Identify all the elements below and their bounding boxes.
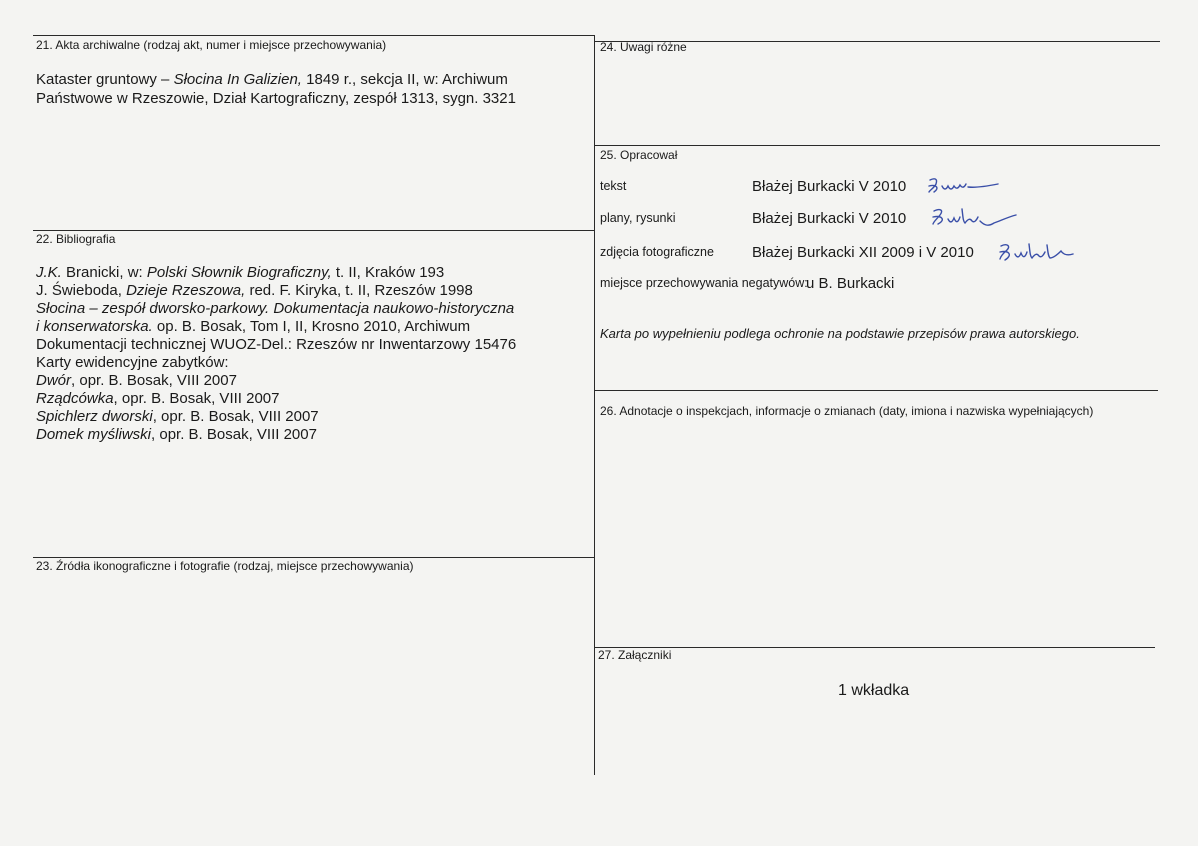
- section-21-title: 21. Akta archiwalne (rodzaj akt, numer i miejsce przechowywania): [36, 38, 387, 52]
- copyright-note: Karta po wypełnieniu podlega ochronie na podstawie przepisów prawa autorskiego.: [600, 326, 1080, 341]
- bibliography-line-2: [36, 282, 473, 300]
- bib-text: red. F. Kiryka, t. II, Rzeszów 1998: [245, 282, 473, 299]
- row-value-photos: Błażej Burkacki XII 2009 i V 2010: [752, 244, 974, 261]
- signature-2: [930, 205, 1020, 231]
- bib-italic: J.K.: [36, 264, 62, 281]
- bibliography-line-10: [36, 426, 317, 444]
- bib-italic: Spichlerz dworski: [36, 408, 153, 425]
- bibliography-line-8: [36, 390, 279, 408]
- row-label-photos: zdjęcia fotograficzne: [600, 245, 714, 259]
- bib-text: , opr. B. Bosak, VIII 2007: [71, 372, 237, 389]
- section-23-title: 23. Źródła ikonograficzne i fotografie (rodzaj, miejsce przechowywania): [36, 559, 414, 573]
- rule-23: [33, 557, 595, 558]
- bib-text: , opr. B. Bosak, VIII 2007: [151, 426, 317, 443]
- center-divider: [594, 35, 595, 775]
- bibliography-line-3: Słocina – zespół dworsko-parkowy. Dokumentacja naukowo-historyczna: [36, 300, 515, 317]
- bib-italic: Domek myśliwski: [36, 426, 152, 443]
- row-value-text: Błażej Burkacki V 2010: [752, 178, 907, 195]
- negatives-label: miejsce przechowywania negatywów:: [600, 276, 808, 290]
- bib-text: t. II, Kraków 193: [331, 264, 445, 281]
- attachments-content: 1 wkładka: [838, 682, 910, 699]
- section-21-line-1: [36, 71, 508, 89]
- row-value-drawings: Błażej Burkacki V 2010: [752, 210, 907, 227]
- top-rule-left: [33, 35, 595, 36]
- bib-text: op. B. Bosak, Tom I, II, Krosno 2010, Archiwum: [152, 318, 471, 335]
- bib-italic: Polski Słownik Biograficzny,: [146, 264, 332, 281]
- bibliography-line-9: [36, 408, 319, 426]
- section-26-title: 26. Adnotacje o inspekcjach, informacje o zmianach (daty, imiona i nazwiska wypełniających): [600, 404, 1094, 418]
- bib-text: , opr. B. Bosak, VIII 2007: [152, 408, 319, 425]
- rule-27: [595, 647, 1155, 648]
- archive-title-italic: Słocina In Galizien,: [173, 71, 302, 88]
- bibliography-line-6: Karty ewidencyjne zabytków:: [36, 354, 229, 371]
- section-22-title: 22. Bibliografia: [36, 232, 116, 246]
- section-21-line-2: Państwowe w Rzeszowie, Dział Kartograficzny, zespół 1313, sygn. 3321: [36, 90, 516, 107]
- bib-italic: Dzieje Rzeszowa,: [126, 282, 246, 299]
- bib-italic: Rządcówka: [36, 390, 114, 407]
- rule-26: [595, 390, 1158, 391]
- bib-text: Branicki, w:: [61, 264, 147, 281]
- rule-25: [595, 145, 1160, 146]
- bib-italic: i konserwatorska.: [36, 318, 153, 335]
- section-24-title: 24. Uwagi różne: [600, 40, 687, 54]
- rule-22: [33, 230, 595, 231]
- negatives-value: u B. Burkacki: [806, 275, 895, 292]
- row-label-drawings: plany, rysunki: [600, 211, 676, 225]
- bibliography-line-5: Dokumentacji technicznej WUOZ-Del.: Rzeszów nr Inwentarzowy 15476: [36, 336, 517, 353]
- bibliography-line-4: [36, 318, 470, 336]
- archive-text: Kataster gruntowy –: [36, 71, 174, 88]
- section-27-title: 27. Załączniki: [598, 648, 672, 662]
- archive-text: 1849 r., sekcja II, w: Archiwum: [301, 71, 508, 88]
- row-label-text: tekst: [600, 179, 627, 193]
- signature-1: [926, 174, 1006, 198]
- bib-italic: Dwór: [36, 372, 72, 389]
- bib-text: J. Świeboda,: [36, 282, 127, 299]
- section-25-title: 25. Opracował: [600, 148, 678, 162]
- bibliography-line-1: [36, 264, 444, 282]
- signature-3: [995, 240, 1075, 266]
- bibliography-line-7: [36, 372, 237, 390]
- bib-text: , opr. B. Bosak, VIII 2007: [113, 390, 280, 407]
